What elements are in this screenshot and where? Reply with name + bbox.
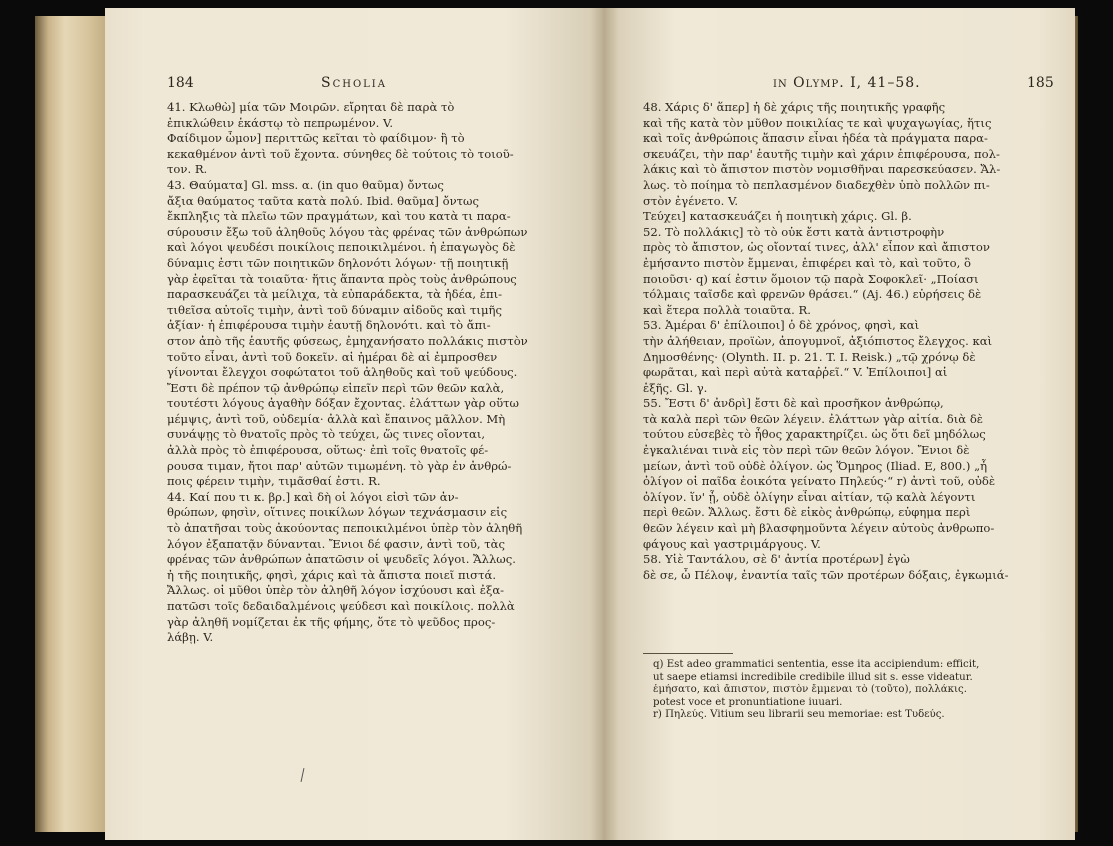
text-line: Τεύχει] κατασκευάζει ἡ ποιητικὴ χάρις. Gl. β. xyxy=(643,209,912,224)
text-line: ρουσα τιμαν, ἤτοι παρ' αὐτῶν τιμωμένη. τὸ γὰρ ἐν ἀνθρώ- xyxy=(167,458,512,473)
text-line: 52. Τὸ πολλάκις] τὸ τὸ οὐκ ἔστι κατὰ ἀντιστροφὴν xyxy=(643,224,945,239)
text-line: μείων, ἀντὶ τοῦ οὐδὲ ὀλίγον. ὡς Ὅμηρος (Iliad. E, 800.) „ἦ xyxy=(643,458,988,473)
text-line: Φαίδιμον ὦμον] περιττῶς κεῖται τὸ φαίδιμον· ἢ τὸ xyxy=(167,131,465,146)
text-line: Ἄλλως. οἱ μῦθοι ὑπὲρ τὸν ἀληθῆ λόγον ἰσχύουσι καὶ ἐξα- xyxy=(167,583,505,598)
text-line: παρασκευάζει τὰ μείλιχα, τὰ εὐπαράδεκτα, τὰ ἡδέα, ἐπι- xyxy=(167,287,503,302)
text-line: θρώπων, φησὶν, οἵτινες ποικίλων λόγων τεχνάσμασιν εἰς xyxy=(167,505,508,520)
right-running-head: in Olymp. I, 41–58. xyxy=(773,75,921,91)
text-line: πατῶσι τοῖς δεδαιδαλμένοις ψεύδεσι καὶ ποικίλοις. πολλὰ xyxy=(167,599,515,613)
text-line: δὲ σε, ὦ Πέλοψ, ἐναντία ταῖς τῶν προτέρων δόξαις, ἐγκωμιά- xyxy=(643,567,1009,582)
text-line: σύρουσιν ἔξω τοῦ ἀληθοῦς λόγου τὰς φρένας τῶν ἀνθρώπων xyxy=(167,224,528,239)
text-line: καὶ τῆς κατὰ τὸν μῦθον ποικιλίας τε καὶ ψυχαγωγίας, ἥτις xyxy=(643,115,992,130)
text-line: λως. τὸ ποίημα τὸ πεπλασμένον διαδεχθὲν ὑπὸ πολλῶν πι- xyxy=(643,177,990,192)
left-page-number: 184 xyxy=(167,75,194,91)
text-line: ποιοῦσι· q) καί ἐστιν ὅμοιον τῷ παρὰ Σοφοκλεῖ· „Ποίασι xyxy=(643,271,979,286)
text-line: 41. Κλωθὼ] μία τῶν Μοιρῶν. εἴρηται δὲ παρὰ τὸ xyxy=(167,100,455,114)
text-line: καὶ ἕτερα πολλὰ τοιαῦτα. R. xyxy=(643,302,811,317)
right-commentary-text xyxy=(643,100,1009,583)
text-line: ἀξίαν· ἡ ἐπιφέρουσα τιμὴν ἑαυτῇ δηλονότι. καὶ τὸ ἄπι- xyxy=(167,318,491,333)
right-page xyxy=(605,8,1075,840)
text-line: τὰ καλὰ περὶ τῶν θεῶν λέγειν. ἐλάττων γὰρ αἰτία. διὰ δὲ xyxy=(643,411,984,426)
text-line: συνάψῃς τὸ θνατοῖς πρὸς τὸ τεύχει, ὥς τινες οἴονται, xyxy=(167,427,486,442)
text-line: λάβῃ. V. xyxy=(167,630,214,645)
text-line: ἐπικλώθειν ἑκάστῳ τὸ πεπρωμένον. V. xyxy=(167,115,394,130)
left-running-head: Scholia xyxy=(321,75,387,91)
text-line: Ἔστι δὲ πρέπον τῷ ἀνθρώπῳ εἰπεῖν περὶ τῶν θεῶν καλὰ, xyxy=(167,380,505,395)
text-line: στον ἀπὸ τῆς ἑαυτῆς φύσεως, ἐμηχανήσατο πολλάκις πιστὸν xyxy=(167,333,528,348)
footnotes xyxy=(653,659,979,722)
text-line: τιθεῖσα αὐτοῖς τιμὴν, ἀντὶ τοῦ δύναμιν αἰδοῦς καὶ τιμῆς xyxy=(167,302,502,317)
text-line: 53. Ἁμέραι δ' ἐπίλοιποι] ὁ δὲ χρόνος, φησὶ, καὶ xyxy=(643,318,920,333)
text-line: ἑξῆς. Gl. γ. xyxy=(643,380,708,395)
text-line: ἀλλὰ πρὸς τὸ ἐπιφέρουσα, οὕτως· ἐπὶ τοῖς θνατοῖς φέ- xyxy=(167,443,489,458)
text-line: 58. Υἱὲ Ταντάλου, σὲ δ' ἀντία προτέρων] ἐγὼ xyxy=(643,552,910,567)
text-line: 43. Θαύματα] Gl. mss. α. (in quo θαῦμα) ὄντως xyxy=(167,177,444,192)
text-line: q) Est adeo grammatici sententia, esse ita accipiendum: efficit, xyxy=(653,659,980,670)
pencil-mark xyxy=(301,768,305,782)
text-line: γίνονται ἔλεγχοι σοφώτατοι τοῦ ἀληθοῦς καὶ τοῦ ψεύδους. xyxy=(167,365,518,380)
text-line: κεκαθμένον ἀντὶ τοῦ ἔχοντα. σύνηθες δὲ τούτοις τὸ τοιοῦ- xyxy=(167,146,514,161)
text-line: γὰρ ἀληθῆ νομίζεται ἐκ τῆς φήμης, ὅτε τὸ ψεῦδος προς- xyxy=(167,614,496,629)
text-line: μέμψις, ἀντὶ τοῦ, οὐδεμία· ἀλλὰ καὶ ἔπαινος μᾶλλον. Μὴ xyxy=(167,411,506,426)
text-line: potest voce et pronuntiatione iuuari. xyxy=(653,696,843,708)
text-line: τόλμαις ταῖσδε καὶ φρενῶν θράσει.“ (Aj. 46.) εὑρήσεις δὲ xyxy=(643,287,982,302)
text-line: τὸ ἀπατῆσαι τοὺς ἀκούοντας πεποικιλμένοι ὑπὲρ τὸν ἀληθῆ xyxy=(167,521,523,536)
right-page-number: 185 xyxy=(1027,75,1054,91)
text-line: σκευάζει, τὴν παρ' ἑαυτῆς τιμὴν καὶ χάριν ἐπιφέρουσα, πολ- xyxy=(643,146,1000,161)
text-line: φρένας τῶν ἀνθρώπων ἀπατῶσιν οἱ ψευδεῖς λόγοι. Ἄλλως. xyxy=(167,552,516,567)
text-line: τοῦτο εἶναι, ἀντὶ τοῦ δοκεῖν. αἱ ἡμέραι δὲ αἱ ἐμπροσθεν xyxy=(167,349,498,364)
text-line: πρὸς τὸ ἄπιστον, ὡς οἴονταί τινες, ἀλλ' εἶπον καὶ ἄπιστον xyxy=(643,240,990,255)
text-line: φωρᾶται, καὶ περὶ αὐτὰ καταῤῥεῖ.“ V. Ἐπίλοιποι] αἱ xyxy=(643,365,948,380)
text-line: περὶ θεῶν. Ἄλλως. ἔστι δὲ εἰκὸς ἀνθρώπῳ, εὐφημα περὶ xyxy=(643,505,971,520)
text-line: λάκις καὶ τὸ ἄπιστον πιστὸν νομισθῆναι παρεσκεύασεν. Ἄλ- xyxy=(643,162,1001,177)
text-line: ἐμήσατο, καὶ ἄπιστον, πιστὸν ἔμμεναι τὸ (τοῦτο), πολλάκις. xyxy=(653,684,967,695)
text-line: δύναμις ἐστι τῶν ποιητικῶν δηλονότι λόγων· τῇ ποιητικῇ xyxy=(167,255,509,270)
page-edges-left xyxy=(35,16,110,832)
left-page xyxy=(105,8,605,840)
text-line: καὶ λόγοι ψευδέσι ποικίλοις πεποικιλμένοι. ἡ ἐπαγωγὸς δὲ xyxy=(167,240,516,255)
text-line: τούτου εὐσεβὲς τὸ ἦθος χαρακτηρίζει. ὡς ὅτι δεῖ μηδόλως xyxy=(643,427,986,442)
text-line: στὸν ἐγένετο. V. xyxy=(643,193,739,208)
text-line: ἔκπληξις τὰ πλεῖω τῶν πραγμάτων, καὶ του κατὰ τι παρα- xyxy=(167,209,511,224)
text-line: λόγον ἐξαπατᾷν δύνανται. Ἔνιοι δέ φασιν, ἀντὶ τοῦ, τὰς xyxy=(167,536,506,551)
text-line: ἐμήσαντο πιστὸν ἔμμεναι, ἐπιφέρει καὶ τὸ, καὶ τοῦτο, ὃ xyxy=(643,255,971,270)
text-line: 48. Χάρις δ' ἅπερ] ἡ δὲ χάρις τῆς ποιητικῆς γραφῆς xyxy=(643,100,946,114)
text-line: θεῶν λέγειν καὶ μὴ βλασφημοῦντα λέγειν αὐτοὺς ἀνθρωπο- xyxy=(643,521,995,536)
text-line: φάγους καὶ γαστριμάργους. V. xyxy=(643,536,821,551)
text-line: ὀλίγον. ἵν' ᾖ, οὐδὲ ὀλίγην εἶναι αἰτίαν, τῷ καλὰ λέγοντι xyxy=(643,489,976,504)
text-line: r) Πηλεύς. Vitium seu librarii seu memoriae: est Τυδεύς. xyxy=(653,709,945,720)
text-line: καὶ τοῖς ἀνθρώποις ἅπασιν εἶναι ἡδέα τὰ πράγματα παρα- xyxy=(643,131,988,146)
text-line: ὀλίγον οἱ παῖδα ἐοικότα γείνατο Πηλεύς·“ r) ἀντὶ τοῦ, οὐδὲ xyxy=(643,474,996,489)
left-commentary-text xyxy=(167,100,528,646)
text-line: τὴν ἀλήθειαν, προϊὼν, ἀπογυμνοῖ, ἀξιόπιστος ἔλεγχος. καὶ xyxy=(643,333,993,348)
footnote-rule xyxy=(643,653,733,654)
text-line: ἡ τῆς ποιητικῆς, φησὶ, χάρις καὶ τὰ ἄπιστα ποιεῖ πιστά. xyxy=(167,567,497,582)
text-line: ποις φέρειν τιμὴν, τιμᾶσθαί ἐστι. R. xyxy=(167,474,381,489)
text-line: τουτέστι λόγους ἀγαθὴν δόξαν ἔχοντας. ἐλάττων γὰρ οὕτω xyxy=(167,396,519,411)
open-book xyxy=(35,8,1078,840)
text-line: ut saepe etiamsi incredibile credibile illud sit s. esse videatur. xyxy=(653,671,973,683)
text-line: τον. R. xyxy=(167,162,208,177)
text-line: ἄξια θαύματος ταῦτα κατὰ πολύ. Ibid. θαῦμα] ὄντως xyxy=(167,193,479,208)
text-line: 55. Ἔστι δ' ἀνδρὶ] ἔστι δὲ καὶ προσῆκον ἀνθρώπῳ, xyxy=(643,396,944,411)
text-line: γὰρ ἐφεῖται τὰ τοιαῦτα· ἥτις ἅπαντα πρὸς τοὺς ἀνθρώπους xyxy=(167,271,517,286)
text-line: 44. Καί που τι κ. βρ.] καὶ δὴ οἱ λόγοι εἰσὶ τῶν ἀν- xyxy=(167,489,459,504)
text-line: ἐγκαλιέναι τινὰ εἰς τὸν περὶ τῶν θεῶν λόγον. Ἔνιοι δὲ xyxy=(643,443,970,458)
text-line: Δημοσθένης· (Olynth. II. p. 21. T. I. Reisk.) „τῷ χρόνῳ δὲ xyxy=(643,349,976,364)
